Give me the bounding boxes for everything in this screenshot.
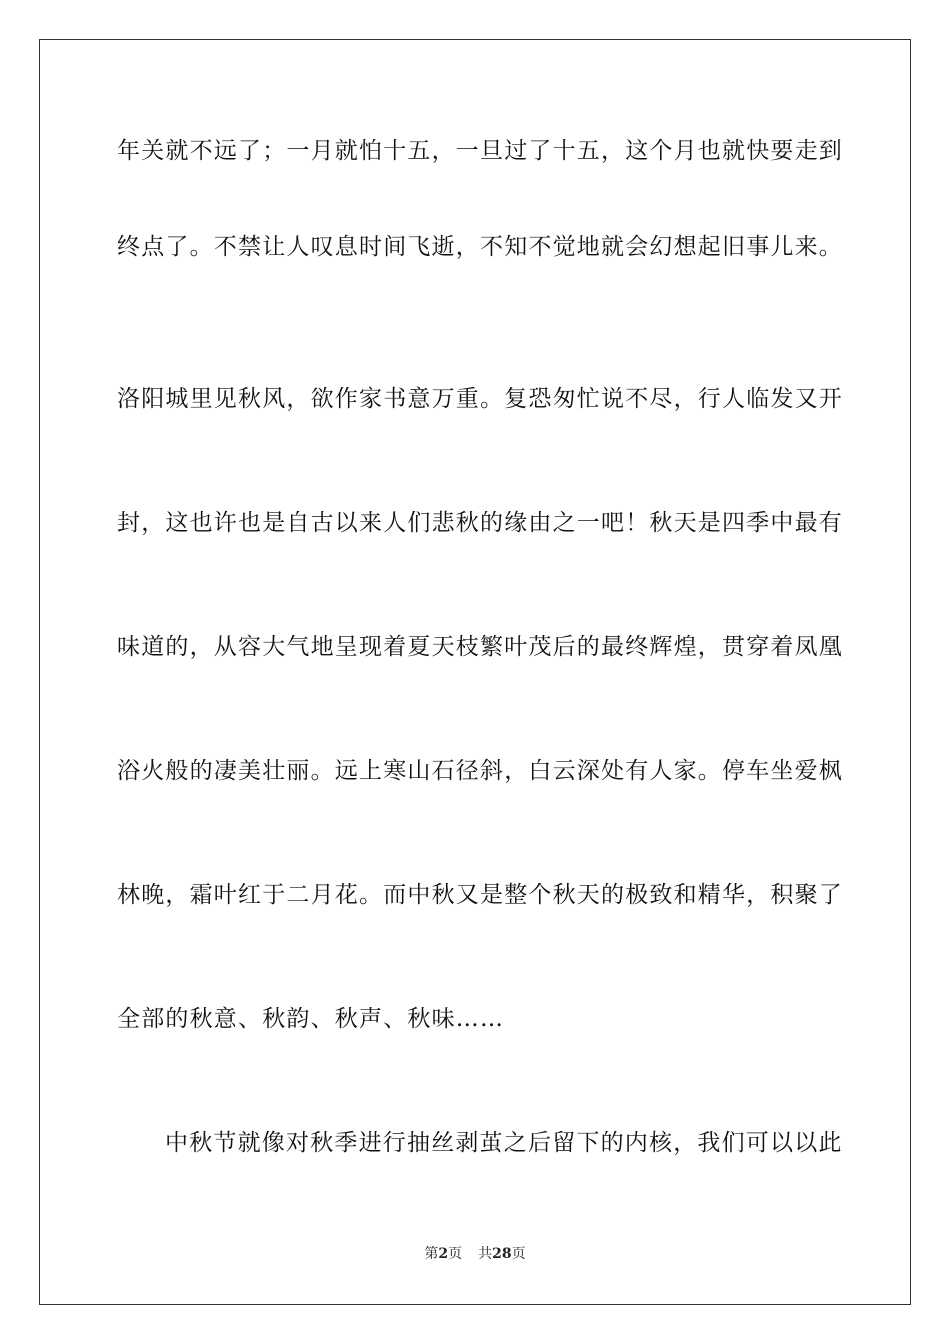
body-text-line: 终点了。不禁让人叹息时间飞逝，不知不觉地就会幻想起旧事儿来。: [117, 234, 843, 260]
body-text-line: 封，这也许也是自古以来人们悲秋的缘由之一吧！秋天是四季中最有: [117, 510, 843, 536]
total-suffix: 页: [511, 1246, 526, 1262]
body-text-line: 年关就不远了；一月就怕十五，一旦过了十五，这个月也就快要走到: [117, 138, 843, 164]
body-text-line: 浴火般的凄美壮丽。远上寒山石径斜，白云深处有人家。停车坐爱枫: [117, 758, 843, 784]
total-pages: 28: [492, 1246, 512, 1262]
page-footer: [0, 1245, 950, 1263]
body-text-line: 味道的，从容大气地呈现着夏天枝繁叶茂后的最终辉煌，贯穿着凤凰: [117, 634, 843, 660]
page-border: [39, 39, 911, 1305]
page-number: 2: [438, 1246, 449, 1262]
page-prefix: 第: [424, 1246, 439, 1262]
total-prefix: 共: [478, 1246, 493, 1262]
body-text-line: 洛阳城里见秋风，欲作家书意万重。复恐匆忙说不尽，行人临发又开: [117, 386, 843, 412]
body-text-line: 全部的秋意、秋韵、秋声、秋味……: [117, 1006, 505, 1032]
body-text-line: 林晚，霜叶红于二月花。而中秋又是整个秋天的极致和精华，积聚了: [117, 882, 843, 908]
page-suffix: 页: [448, 1246, 463, 1262]
paragraph-start-line: 中秋节就像对秋季进行抽丝剥茧之后留下的内核，我们可以以此: [165, 1130, 843, 1156]
